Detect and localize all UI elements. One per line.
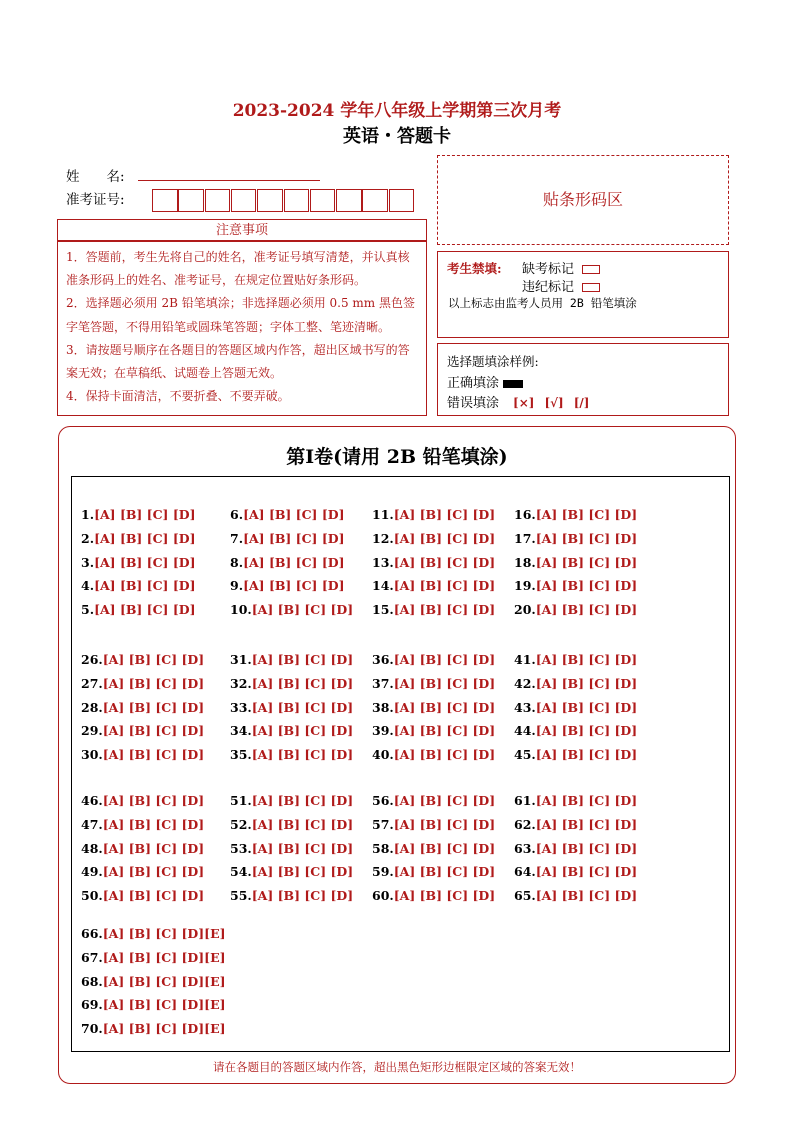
name-label: 姓 名:: [66, 169, 125, 185]
question-53[interactable]: [230, 841, 353, 856]
wrong-mark-3: [/]: [573, 396, 590, 410]
violation-mark-box[interactable]: [582, 283, 600, 292]
answer-options[interactable]: [A] [B] [C] [D]: [535, 793, 638, 808]
question-67[interactable]: [81, 950, 226, 965]
exam-id-digit-box[interactable]: [362, 189, 388, 212]
question-35[interactable]: [230, 747, 353, 762]
question-32[interactable]: [230, 676, 353, 691]
notice-item-4: 4．保持卡面清洁，不要折叠、不要弄破。: [66, 389, 290, 404]
question-1[interactable]: [81, 507, 196, 522]
answer-options[interactable]: [A] [B] [C] [D]: [393, 578, 496, 594]
question-number: 19.: [514, 578, 536, 594]
exam-id-digit-box[interactable]: [257, 189, 283, 212]
answer-options[interactable]: [A] [B] [C] [D]: [251, 840, 354, 856]
notice-title: 注意事项: [57, 219, 427, 241]
question-64[interactable]: [514, 864, 637, 879]
question-8[interactable]: [230, 555, 345, 570]
question-number: 5.: [81, 602, 95, 618]
question-number: 32.: [230, 675, 252, 691]
answer-options[interactable]: [A] [B] [C] [D]: [251, 816, 354, 832]
violation-mark-label: 违纪标记: [522, 280, 575, 295]
question-19[interactable]: [514, 578, 637, 593]
question-number: 7.: [230, 530, 244, 546]
footer-warning: 请在各题目的答题区域内作答，超出黑色矩形边框限定区域的答案无效！: [213, 1060, 581, 1074]
question-20[interactable]: [514, 602, 637, 617]
answer-options[interactable]: [A] [B] [C] [D]: [102, 652, 205, 667]
question-26[interactable]: [81, 652, 204, 667]
exam-id-digit-box[interactable]: [336, 189, 362, 212]
question-16[interactable]: [514, 507, 637, 522]
question-number: 67.: [81, 949, 103, 965]
question-number: 62.: [514, 816, 536, 832]
question-number: 31.: [230, 652, 252, 667]
question-number: 20.: [514, 602, 536, 618]
answer-options[interactable]: [A] [B] [C] [D]: [251, 602, 354, 618]
question-number: 41.: [514, 652, 536, 667]
question-30[interactable]: [81, 747, 204, 762]
question-number: 35.: [230, 747, 252, 763]
question-17[interactable]: [514, 531, 637, 546]
question-number: 13.: [372, 554, 394, 570]
question-27[interactable]: [81, 676, 204, 691]
question-4[interactable]: [81, 578, 196, 593]
answer-options[interactable]: [A] [B] [C] [D]: [393, 793, 496, 808]
question-number: 6.: [230, 507, 244, 522]
question-number: 38.: [372, 699, 394, 715]
question-number: 28.: [81, 699, 103, 715]
answer-options[interactable]: [A] [B] [C] [D]: [102, 699, 205, 715]
exam-id-digit-box[interactable]: [284, 189, 310, 212]
question-number: 58.: [372, 840, 394, 856]
answer-options[interactable]: [A] [B] [C] [D][E]: [102, 997, 226, 1013]
question-number: 63.: [514, 840, 536, 856]
question-36[interactable]: [372, 652, 495, 667]
answer-options[interactable]: [A] [B] [C] [D]: [94, 578, 196, 594]
sheet-subtitle: 英语・答题卡: [343, 126, 451, 147]
question-54[interactable]: [230, 864, 353, 879]
answer-options[interactable]: [A] [B] [C] [D]: [94, 554, 196, 570]
question-55[interactable]: [230, 888, 353, 903]
exam-id-boxes[interactable]: [152, 189, 416, 212]
question-number: 12.: [372, 530, 394, 546]
answer-options[interactable]: [A] [B] [C] [D]: [535, 507, 638, 522]
answer-options[interactable]: [A] [B] [C] [D]: [535, 864, 638, 880]
question-number: 43.: [514, 699, 536, 715]
exam-id-digit-box[interactable]: [231, 189, 257, 212]
correct-fill-label: 正确填涂: [447, 376, 500, 391]
question-number: 64.: [514, 864, 536, 880]
question-number: 18.: [514, 554, 536, 570]
question-70[interactable]: [81, 1021, 226, 1036]
answer-options[interactable]: [A] [B] [C] [D]: [393, 864, 496, 880]
answer-options[interactable]: [A] [B] [C] [D]: [535, 840, 638, 856]
answer-options[interactable]: [A] [B] [C] [D]: [251, 675, 354, 691]
question-51[interactable]: [230, 793, 353, 808]
question-number: 34.: [230, 723, 252, 739]
question-number: 37.: [372, 675, 394, 691]
question-number: 9.: [230, 578, 244, 594]
answer-options[interactable]: [A] [B] [C] [D]: [243, 507, 345, 522]
question-41[interactable]: [514, 652, 637, 667]
question-number: 11.: [372, 507, 394, 522]
answer-options[interactable]: [A] [B] [C] [D]: [393, 530, 496, 546]
question-number: 42.: [514, 675, 536, 691]
answer-options[interactable]: [A] [B] [C] [D][E]: [102, 926, 226, 941]
wrong-fill-label: 错误填涂: [447, 396, 500, 411]
answer-options[interactable]: [A] [B] [C] [D]: [535, 578, 638, 594]
answer-options[interactable]: [A] [B] [C] [D]: [393, 675, 496, 691]
barcode-label: 贴条形码区: [542, 190, 623, 209]
answer-options[interactable]: [A] [B] [C] [D][E]: [102, 949, 226, 965]
exam-id-digit-box[interactable]: [389, 189, 415, 212]
answer-options[interactable]: [A] [B] [C] [D]: [535, 652, 638, 667]
question-number: 40.: [372, 747, 394, 763]
question-15[interactable]: [372, 602, 495, 617]
question-11[interactable]: [372, 507, 495, 522]
question-45[interactable]: [514, 747, 637, 762]
question-number: 57.: [372, 816, 394, 832]
question-43[interactable]: [514, 700, 637, 715]
question-31[interactable]: [230, 652, 353, 667]
answer-options[interactable]: [A] [B] [C] [D]: [535, 888, 638, 904]
question-number: 3.: [81, 554, 95, 570]
answer-options[interactable]: [A] [B] [C] [D]: [535, 554, 638, 570]
answer-options[interactable]: [A] [B] [C] [D]: [243, 554, 345, 570]
question-number: 56.: [372, 793, 394, 808]
question-18[interactable]: [514, 555, 637, 570]
answer-options[interactable]: [A] [B] [C] [D]: [243, 578, 345, 594]
question-13[interactable]: [372, 555, 495, 570]
answer-options[interactable]: [A] [B] [C] [D]: [393, 747, 496, 763]
sheet-title: 2023-2024 学年八年级上学期第三次月考: [232, 101, 562, 121]
answer-options[interactable]: [A] [B] [C] [D]: [251, 699, 354, 715]
question-28[interactable]: [81, 700, 204, 715]
question-52[interactable]: [230, 817, 353, 832]
question-number: 65.: [514, 888, 536, 904]
question-6[interactable]: [230, 507, 345, 522]
answer-options[interactable]: [A] [B] [C] [D]: [102, 888, 205, 904]
question-number: 61.: [514, 793, 536, 808]
answer-options[interactable]: [A] [B] [C] [D]: [102, 723, 205, 739]
question-number: 44.: [514, 723, 536, 739]
question-58[interactable]: [372, 841, 495, 856]
question-38[interactable]: [372, 700, 495, 715]
exam-id-digit-box[interactable]: [310, 189, 336, 212]
question-33[interactable]: [230, 700, 353, 715]
name-field[interactable]: [138, 180, 320, 181]
question-66[interactable]: [81, 926, 226, 941]
question-44[interactable]: [514, 723, 637, 738]
answer-options[interactable]: [A] [B] [C] [D]: [393, 816, 496, 832]
answer-options[interactable]: [A] [B] [C] [D]: [251, 888, 354, 904]
answer-options[interactable]: [A] [B] [C] [D]: [251, 864, 354, 880]
answer-options[interactable]: [A] [B] [C] [D][E]: [102, 973, 226, 989]
question-number: 69.: [81, 997, 103, 1013]
question-number: 46.: [81, 793, 103, 808]
question-49[interactable]: [81, 864, 204, 879]
question-number: 10.: [230, 602, 252, 618]
question-number: 4.: [81, 578, 95, 594]
question-37[interactable]: [372, 676, 495, 691]
question-number: 30.: [81, 747, 103, 763]
wrong-mark-1: [×]: [513, 396, 535, 410]
answer-options[interactable]: [A] [B] [C] [D]: [102, 793, 205, 808]
absent-mark-row[interactable]: [522, 258, 600, 277]
question-number: 60.: [372, 888, 394, 904]
section-title: 第Ⅰ卷(请用 2B 铅笔填涂): [286, 446, 508, 468]
answer-options[interactable]: [A] [B] [C] [D]: [94, 507, 196, 522]
question-47[interactable]: [81, 817, 204, 832]
wrong-fill-row: [447, 392, 589, 411]
question-2[interactable]: [81, 531, 196, 546]
notice-item-2: 2．选择题必须用 2B 铅笔填涂；非选择题必须用 0.5 mm 黑色签字笔答题，不得用铅笔或圆珠笔答题；字体工整、笔迹清晰。: [66, 296, 416, 334]
question-57[interactable]: [372, 817, 495, 832]
question-39[interactable]: [372, 723, 495, 738]
question-7[interactable]: [230, 531, 345, 546]
question-63[interactable]: [514, 841, 637, 856]
question-number: 54.: [230, 864, 252, 880]
question-number: 29.: [81, 723, 103, 739]
answer-options[interactable]: [A] [B] [C] [D]: [535, 675, 638, 691]
question-number: 51.: [230, 793, 252, 808]
question-number: 33.: [230, 699, 252, 715]
answer-options[interactable]: [A] [B] [C] [D]: [102, 816, 205, 832]
exam-id-digit-box[interactable]: [152, 189, 178, 212]
question-59[interactable]: [372, 864, 495, 879]
question-number: 59.: [372, 864, 394, 880]
notice-box: [57, 241, 427, 416]
question-61[interactable]: [514, 793, 637, 808]
question-number: 26.: [81, 652, 103, 667]
answer-options[interactable]: [A] [B] [C] [D]: [251, 652, 354, 667]
question-number: 53.: [230, 840, 252, 856]
prohibited-note: 以上标志由监考人员用 2B 铅笔填涂: [448, 296, 637, 310]
question-number: 14.: [372, 578, 394, 594]
question-number: 66.: [81, 926, 103, 941]
question-69[interactable]: [81, 997, 226, 1012]
answer-options[interactable]: [A] [B] [C] [D]: [535, 747, 638, 763]
question-29[interactable]: [81, 723, 204, 738]
answer-options[interactable]: [A] [B] [C] [D]: [102, 675, 205, 691]
question-48[interactable]: [81, 841, 204, 856]
question-14[interactable]: [372, 578, 495, 593]
answer-options[interactable]: [A] [B] [C] [D]: [535, 602, 638, 618]
question-number: 27.: [81, 675, 103, 691]
answer-options[interactable]: [A] [B] [C] [D]: [251, 793, 354, 808]
fill-example-title: 选择题填涂样例:: [447, 354, 539, 369]
question-number: 47.: [81, 816, 103, 832]
question-42[interactable]: [514, 676, 637, 691]
answer-options[interactable]: [A] [B] [C] [D]: [393, 888, 496, 904]
question-number: 15.: [372, 602, 394, 618]
question-number: 70.: [81, 1021, 103, 1037]
question-34[interactable]: [230, 723, 353, 738]
question-number: 68.: [81, 973, 103, 989]
exam-id-label: 准考证号:: [66, 192, 125, 208]
question-56[interactable]: [372, 793, 495, 808]
answer-options[interactable]: [A] [B] [C] [D]: [94, 602, 196, 618]
question-number: 2.: [81, 530, 95, 546]
question-number: 17.: [514, 530, 536, 546]
question-62[interactable]: [514, 817, 637, 832]
question-46[interactable]: [81, 793, 204, 808]
question-9[interactable]: [230, 578, 345, 593]
notice-item-1: 1．答题前，考生先将自己的姓名，准考证号填写清楚，并认真核准条形码上的姓名、准考证号，在规定位置贴好条形码。: [66, 250, 410, 288]
answer-options[interactable]: [A] [B] [C] [D]: [94, 530, 196, 546]
question-number: 8.: [230, 554, 244, 570]
question-number: 36.: [372, 652, 394, 667]
question-number: 16.: [514, 507, 536, 522]
answer-options[interactable]: [A] [B] [C] [D]: [243, 530, 345, 546]
answer-options[interactable]: [A] [B] [C] [D]: [102, 840, 205, 856]
question-40[interactable]: [372, 747, 495, 762]
question-65[interactable]: [514, 888, 637, 903]
absent-mark-box[interactable]: [582, 265, 600, 274]
answer-options[interactable]: [A] [B] [C] [D]: [535, 530, 638, 546]
answer-options[interactable]: [A] [B] [C] [D]: [535, 723, 638, 739]
question-number: 49.: [81, 864, 103, 880]
question-50[interactable]: [81, 888, 204, 903]
answer-options[interactable]: [A] [B] [C] [D]: [102, 747, 205, 763]
prohibited-label: 考生禁填:: [447, 261, 502, 276]
exam-id-digit-box[interactable]: [178, 189, 204, 212]
answer-options[interactable]: [A] [B] [C] [D]: [535, 816, 638, 832]
question-60[interactable]: [372, 888, 495, 903]
answer-options[interactable]: [A] [B] [C] [D]: [393, 602, 496, 618]
absent-mark-label: 缺考标记: [522, 262, 575, 277]
question-10[interactable]: [230, 602, 353, 617]
question-number: 55.: [230, 888, 252, 904]
question-3[interactable]: [81, 555, 196, 570]
answer-options[interactable]: [A] [B] [C] [D]: [251, 723, 354, 739]
answer-options[interactable]: [A] [B] [C] [D]: [393, 699, 496, 715]
question-number: 39.: [372, 723, 394, 739]
answer-options[interactable]: [A] [B] [C] [D][E]: [102, 1021, 226, 1037]
filled-mark-example: [503, 380, 523, 388]
answer-options[interactable]: [A] [B] [C] [D]: [393, 507, 496, 522]
question-number: 1.: [81, 507, 95, 522]
answer-options[interactable]: [A] [B] [C] [D]: [393, 652, 496, 667]
answer-options[interactable]: [A] [B] [C] [D]: [393, 840, 496, 856]
question-68[interactable]: [81, 974, 226, 989]
answer-options[interactable]: [A] [B] [C] [D]: [251, 747, 354, 763]
answer-options[interactable]: [A] [B] [C] [D]: [102, 864, 205, 880]
question-number: 52.: [230, 816, 252, 832]
wrong-mark-2: [√]: [544, 396, 564, 410]
answer-options[interactable]: [A] [B] [C] [D]: [393, 723, 496, 739]
question-12[interactable]: [372, 531, 495, 546]
violation-mark-row[interactable]: [522, 276, 600, 295]
question-number: 48.: [81, 840, 103, 856]
question-number: 50.: [81, 888, 103, 904]
exam-id-digit-box[interactable]: [205, 189, 231, 212]
notice-item-3: 3．请按题号顺序在各题目的答题区域内作答，超出区域书写的答案无效；在草稿纸、试题卷上答题无效。: [66, 342, 410, 381]
question-number: 45.: [514, 747, 536, 763]
answer-options[interactable]: [A] [B] [C] [D]: [535, 699, 638, 715]
correct-fill-row: [447, 372, 523, 391]
answer-options[interactable]: [A] [B] [C] [D]: [393, 554, 496, 570]
question-5[interactable]: [81, 602, 196, 617]
